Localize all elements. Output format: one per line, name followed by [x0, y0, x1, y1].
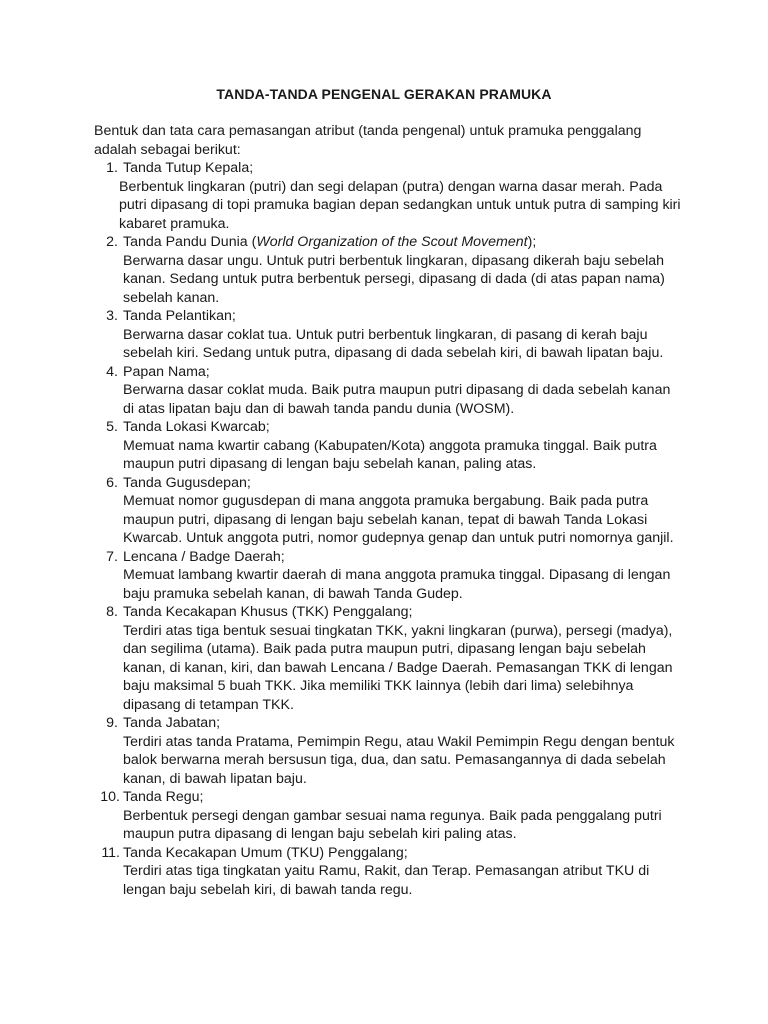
list-item [94, 307, 684, 363]
item-description: Berbentuk lingkaran (putri) dan segi delapan (putra) dengan warna dasar merah. Pada putri dipasang di topi pramuka bagian depan sedangkan untuk untuk putra di samping kiri kabaret pramuka. [119, 178, 681, 232]
item-heading: Lencana / Badge Daerah; [123, 548, 285, 565]
item-description: Berbentuk persegi dengan gambar sesuai nama regunya. Baik pada penggalang putri maupun putra dipasang di lengan baju sebelah kiri paling atas. [123, 807, 662, 842]
item-number: 10. [100, 789, 120, 805]
item-description: Berwarna dasar coklat tua. Untuk putri berbentuk lingkaran, di pasang di kerah baju sebelah kiri. Sedang untuk putra, dipasang di dada sebelah kiri, di bawah lipatan baju. [123, 326, 664, 361]
item-description: Memuat lambang kwartir daerah di mana anggota pramuka tinggal. Dipasang di lengan baju pramuka sebelah kanan, di bawah Tanda Gudep. [123, 567, 671, 602]
list-item [94, 418, 684, 474]
item-description: Terdiri atas tiga bentuk sesuai tingkatan TKK, yakni lingkaran (purwa), persegi (madya), dan segilima (utama). Baik pada putra maupun putri, dipasang lengan baju sebelah kanan, di kanan, kiri, dan bawah Lencana / Badge Daerah. Pemasangan TKK di lengan baju maksimal 5 buah TKK. Jika memiliki TKK lainnya (lebih dari lima) selebihnya dipasang di tetampan TKK. [123, 622, 673, 713]
list-item [94, 603, 684, 714]
item-heading: Tanda Jabatan; [123, 715, 221, 731]
item-description: Terdiri atas tiga tingkatan yaitu Ramu, Rakit, dan Terap. Pemasangan atribut TKU di lengan baju sebelah kiri, di bawah tanda regu. [123, 863, 650, 898]
item-heading: Tanda Gugusdepan; [123, 474, 251, 491]
item-number: 2. [106, 234, 118, 250]
item-description: Memuat nama kwartir cabang (Kabupaten/Kota) anggota pramuka tinggal. Baik putra maupun putri dipasang di lengan baju sebelah kanan, paling atas. [123, 437, 657, 472]
item-description: Memuat nomor gugusdepan di mana anggota pramuka bergabung. Baik pada putra maupun putri, dipasang di lengan baju sebelah kanan, tepat di bawah Tanda Lokasi Kwarcab. Untuk anggota putri, nomor gudepnya genap dan untuk putri nomornya ganjil. [123, 493, 674, 546]
item-number: 1. [106, 160, 118, 176]
list-item [94, 159, 684, 233]
list-item [94, 788, 684, 844]
list-item [94, 548, 684, 604]
list-item [94, 233, 684, 307]
item-heading: Tanda Pelantikan; [123, 308, 236, 324]
intro-paragraph: Bentuk dan tata cara pemasangan atribut (tanda pengenal) untuk pramuka penggalang adalah sebagai berikut: [94, 123, 642, 158]
attribute-list [94, 159, 684, 899]
item-heading: Papan Nama; [123, 363, 210, 380]
list-item [94, 363, 684, 419]
item-number: 9. [106, 715, 118, 731]
item-number: 5. [106, 419, 118, 435]
item-number: 4. [106, 363, 118, 380]
list-item [94, 474, 684, 548]
item-heading-suffix: ); [527, 234, 537, 250]
item-number: 7. [106, 548, 118, 565]
item-description: Berwarna dasar coklat muda. Baik putra maupun putri dipasang di dada sebelah kanan di atas lipatan baju dan di bawah tanda pandu dunia (WOSM). [123, 382, 671, 417]
item-heading: Tanda Regu; [123, 789, 204, 805]
item-heading-italic: World Organization of the Scout Movement [256, 234, 528, 250]
list-item [94, 714, 684, 788]
item-heading: Tanda Tutup Kepala; [123, 160, 254, 176]
item-number: 6. [106, 474, 118, 491]
item-description: Terdiri atas tanda Pratama, Pemimpin Regu, atau Wakil Pemimpin Regu dengan bentuk balok berwarna merah bersusun tiga, dua, dan satu. Pemasangannya di dada sebelah kanan, di bawah lipatan baju. [123, 733, 675, 787]
item-number: 8. [106, 604, 118, 620]
item-heading [123, 233, 684, 252]
list-item [94, 844, 684, 900]
item-number: 3. [106, 308, 118, 324]
item-heading: Tanda Kecakapan Khusus (TKK) Penggalang; [123, 604, 413, 620]
item-heading: Tanda Kecakapan Umum (TKU) Penggalang; [123, 844, 408, 861]
item-number: 11. [101, 844, 120, 861]
item-heading: Tanda Lokasi Kwarcab; [123, 419, 270, 435]
item-description: Berwarna dasar ungu. Untuk putri berbentuk lingkaran, dipasang dikerah baju sebelah kanan. Sedang untuk putra berbentuk persegi, dipasang di dada (di atas papan nama) sebelah kanan. [123, 252, 665, 306]
item-heading-prefix: Tanda Pandu Dunia ( [123, 234, 257, 250]
document-title: TANDA-TANDA PENGENAL GERAKAN PRAMUKA [216, 86, 552, 102]
